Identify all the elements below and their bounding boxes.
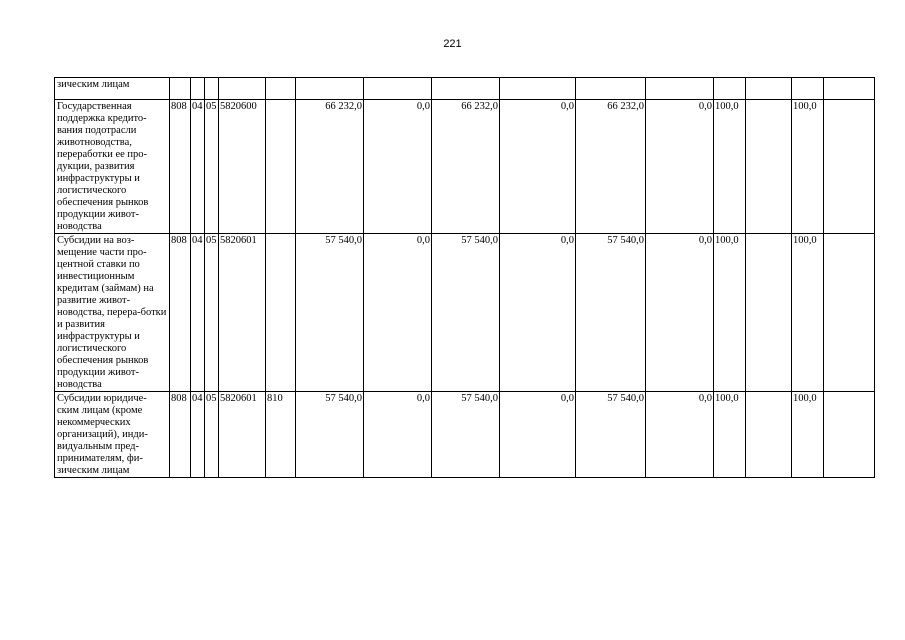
empty-cell [170,78,191,100]
value-5: 66 232,0 [576,100,646,234]
empty-cell [219,78,266,100]
value-2: 0,0 [364,234,432,392]
value-4: 0,0 [500,100,576,234]
expense-type-code [266,100,296,234]
value-6: 0,0 [646,100,714,234]
empty-cell [266,78,296,100]
value-6: 0,0 [646,234,714,392]
empty-cell [191,78,205,100]
row-name: Государственная поддержка кредито-вания подотрасли животноводства, переработки ее про-дукции, развития инфраструктуры и логистического обеспечения рынков продукции живот-новодства [55,100,170,234]
value-2: 0,0 [364,392,432,478]
table-row [55,100,875,234]
row-name: зическим лицам [55,78,170,100]
empty-cell [746,78,792,100]
empty-cell [824,78,875,100]
percent-1: 100,0 [714,392,746,478]
value-6: 0,0 [646,392,714,478]
empty-cell [576,78,646,100]
percent-2: 100,0 [792,100,824,234]
value-3: 57 540,0 [432,234,500,392]
value-8 [746,392,792,478]
article-code: 5820601 [219,234,266,392]
value-1: 57 540,0 [296,392,364,478]
empty-cell [500,78,576,100]
percent-1: 100,0 [714,234,746,392]
empty-cell [364,78,432,100]
percent-2: 100,0 [792,234,824,392]
empty-cell [296,78,364,100]
value-8 [746,234,792,392]
value-3: 66 232,0 [432,100,500,234]
value-8 [746,100,792,234]
percent-1: 100,0 [714,100,746,234]
expense-type-code: 810 [266,392,296,478]
value-5: 57 540,0 [576,234,646,392]
article-code: 5820600 [219,100,266,234]
table-row [55,234,875,392]
subsection-code: 05 [205,100,219,234]
ministry-code: 808 [170,234,191,392]
value-1: 57 540,0 [296,234,364,392]
section-code: 04 [191,392,205,478]
value-10 [824,234,875,392]
expense-type-code [266,234,296,392]
table-row-continuation [55,78,875,100]
row-name: Субсидии юридиче-ским лицам (кроме некоммерческих организаций), инди-видуальным пред-принимателям, фи-зическим лицам [55,392,170,478]
value-2: 0,0 [364,100,432,234]
budget-table [54,77,875,478]
value-3: 57 540,0 [432,392,500,478]
empty-cell [646,78,714,100]
empty-cell [205,78,219,100]
value-5: 57 540,0 [576,392,646,478]
subsection-code: 05 [205,392,219,478]
value-10 [824,100,875,234]
ministry-code: 808 [170,100,191,234]
table-row [55,392,875,478]
empty-cell [432,78,500,100]
section-code: 04 [191,100,205,234]
value-4: 0,0 [500,234,576,392]
value-1: 66 232,0 [296,100,364,234]
subsection-code: 05 [205,234,219,392]
percent-2: 100,0 [792,392,824,478]
empty-cell [792,78,824,100]
article-code: 5820601 [219,392,266,478]
value-10 [824,392,875,478]
ministry-code: 808 [170,392,191,478]
value-4: 0,0 [500,392,576,478]
page-number: 221 [443,38,462,50]
empty-cell [714,78,746,100]
row-name: Субсидии на воз-мещение части про-центной ставки по инвестиционным кредитам (займам) на развитие живот-новодства, перера-ботки и развития инфраструктуры и логистического обеспечения рынков продукции живот-новодства [55,234,170,392]
section-code: 04 [191,234,205,392]
